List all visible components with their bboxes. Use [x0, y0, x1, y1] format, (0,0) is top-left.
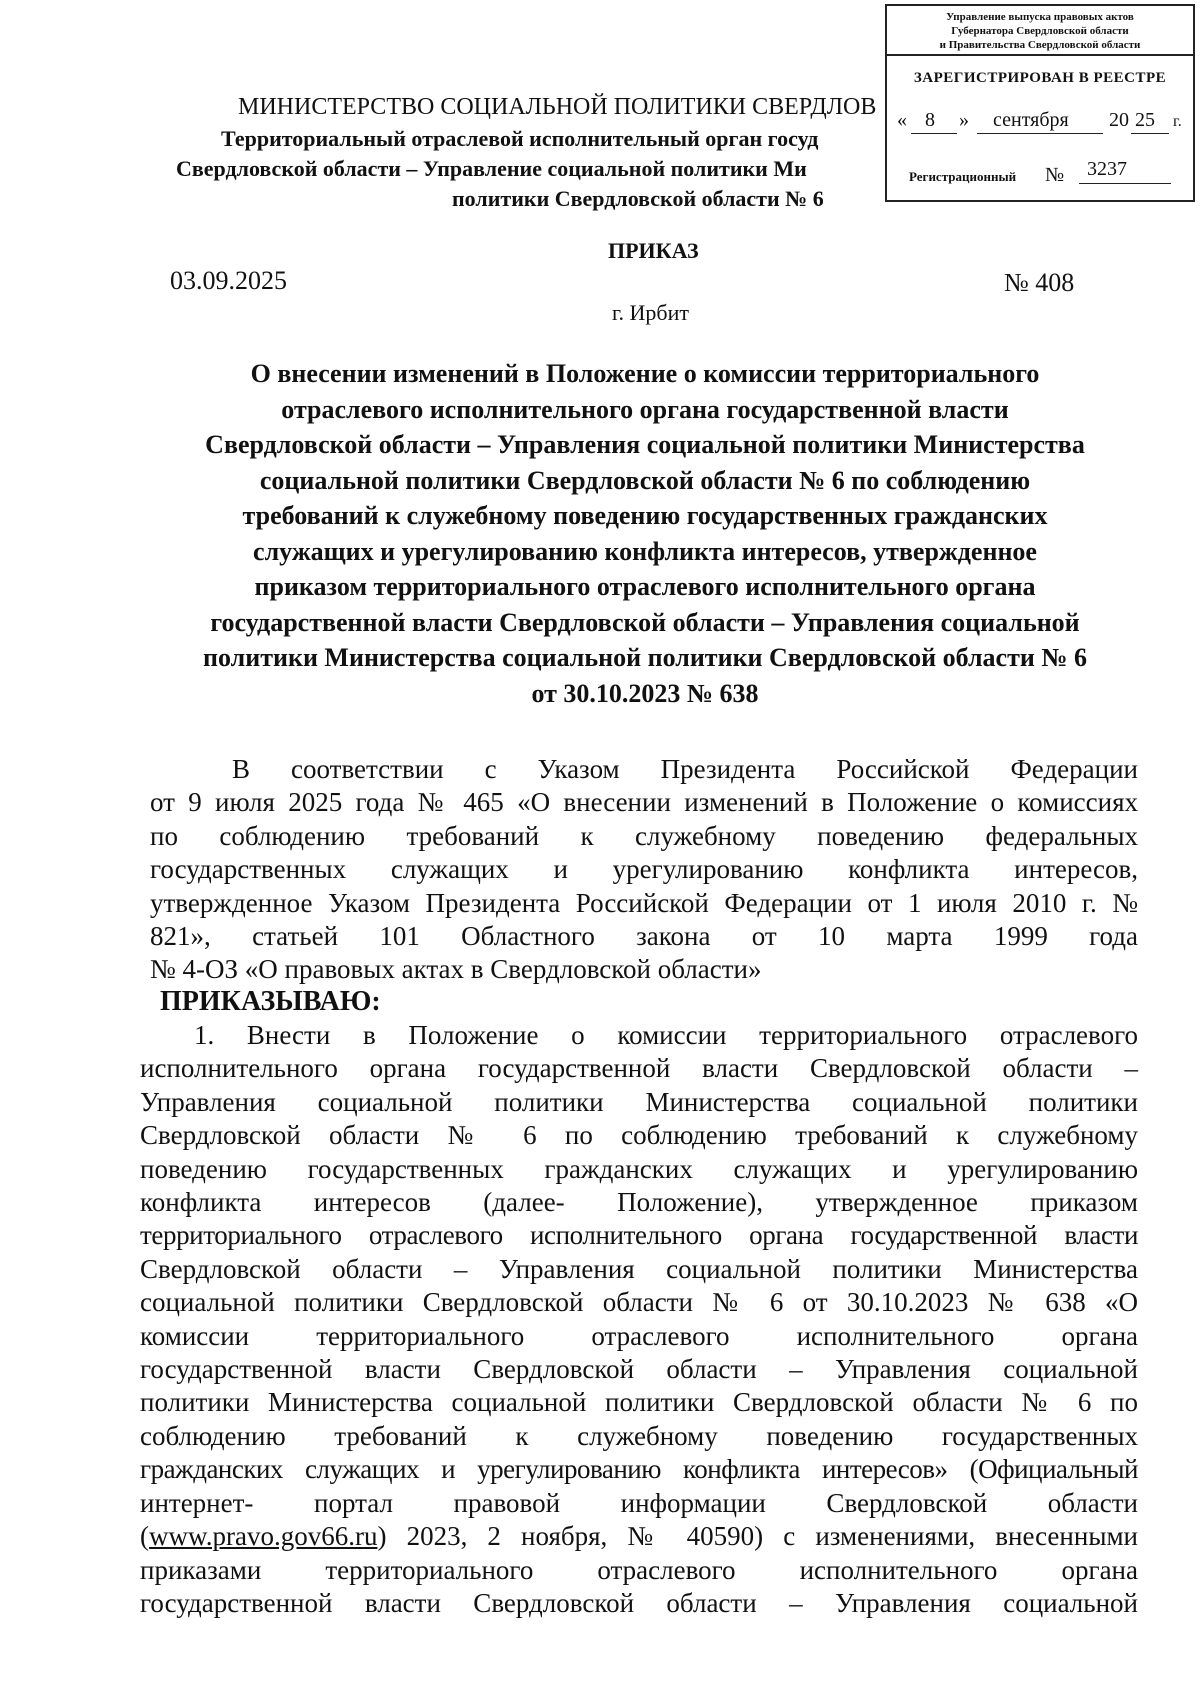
- order-title: ПРИКАЗ: [608, 238, 699, 263]
- subject-line: от 30.10.2023 № 638: [531, 678, 759, 708]
- stamp-reg-number-sign: №: [1045, 164, 1065, 186]
- order-number: № 408: [1004, 268, 1075, 297]
- stamp-header-line: Управление выпуска правовых актов: [946, 11, 1134, 23]
- stamp-year-unit: г.: [1173, 113, 1182, 130]
- org-line-2: Свердловской области – Управление социальной политики Ми: [176, 156, 807, 181]
- order-date: 03.09.2025: [170, 266, 287, 295]
- item-line: Свердловской области № 6 по соблюдению требований к служебному: [140, 1120, 1138, 1151]
- item-line: политики Министерства социальной политики Свердловской области № 6 по: [140, 1387, 1138, 1418]
- order-city: г. Ирбит: [612, 300, 690, 325]
- subject-line: служащих и урегулированию конфликта интересов, утвержденное: [253, 536, 1037, 566]
- item-link-line: [140, 1520, 1138, 1553]
- item-line: интернет- портал правовой информации Свердловской области: [140, 1487, 1138, 1518]
- preamble-line: утвержденное Указом Президента Российской Федерации от 1 июля 2010 г. №: [150, 887, 1138, 918]
- link-paren-open: (: [140, 1521, 149, 1552]
- stamp-reg-number-label: Регистрационный: [909, 169, 1017, 184]
- subject-line: отраслевого исполнительного органа государственной власти: [281, 394, 1009, 424]
- preamble-line: В соответствии с Указом Президента Российской Федерации: [232, 754, 1138, 784]
- item-1-paragraph: [140, 1019, 1138, 1620]
- item-line: поведению государственных гражданских служащих и урегулированию: [140, 1153, 1138, 1184]
- stamp-year-suffix: 25: [1135, 109, 1155, 131]
- pravo-link[interactable]: www.pravo.gov66.ru: [149, 1521, 378, 1552]
- stamp-registered-label: ЗАРЕГИСТРИРОВАН В РЕЕСТРЕ: [913, 70, 1167, 86]
- item-line: комиссии территориального отраслевого исполнительного органа: [140, 1320, 1138, 1351]
- item-line: Свердловской области – Управления социальной политики Министерства: [140, 1253, 1138, 1284]
- ministry-name: МИНИСТЕРСТВО СОЦИАЛЬНОЙ ПОЛИТИКИ СВЕРДЛОВ: [238, 94, 877, 120]
- item-line: территориального отраслевого исполнительного органа государственной власти: [140, 1220, 1138, 1251]
- item-line: Управления социальной политики Министерства социальной политики: [140, 1086, 1138, 1117]
- stamp-quote-open: «: [897, 109, 907, 131]
- subject-line: государственной власти Свердловской области – Управления социальной: [210, 607, 1080, 637]
- item-line: конфликта интересов (далее- Положение), утвержденное приказом: [140, 1187, 1138, 1218]
- subject-line: Свердловской области – Управления социальной политики Министерства: [205, 430, 1085, 459]
- subject-line: О внесении изменений в Положение о комиссии территориального: [250, 359, 1040, 388]
- stamp-quote-close: »: [959, 109, 969, 131]
- registration-stamp: [885, 4, 1195, 202]
- stamp-header: [887, 6, 1193, 56]
- org-line-3: политики Свердловской области № 6: [452, 186, 824, 211]
- subject-line: социальной политики Свердловской области № 6 по соблюдению: [259, 465, 1031, 495]
- subject-line: требований к служебному поведению государственных гражданских: [242, 501, 1048, 530]
- order-directive: ПРИКАЗЫВАЮ:: [160, 986, 381, 1017]
- item-line: 1. Внести в Положение о комиссии территориального отраслевого: [194, 1020, 1138, 1050]
- stamp-date: [897, 109, 1192, 135]
- order-subject: [150, 356, 1140, 711]
- preamble-paragraph: [150, 753, 1138, 987]
- stamp-header-line: и Правительства Свердловской области: [939, 39, 1141, 51]
- item-line: приказами территориального отраслевого исполнительного органа: [140, 1554, 1138, 1585]
- stamp-reg-number: 3237: [1079, 158, 1171, 184]
- stamp-header-line: Губернатора Свердловской области: [951, 25, 1129, 37]
- org-line-1: Территориальный отраслевой исполнительный орган госуд: [221, 126, 819, 151]
- stamp-year-prefix: 20: [1109, 109, 1129, 131]
- preamble-line: 821», статьей 101 Областного закона от 10 марта 1999 года: [150, 921, 1138, 952]
- item-line: государственной власти Свердловской области – Управления социальной: [140, 1354, 1138, 1385]
- subject-line: приказом территориального отраслевого исполнительного органа: [254, 572, 1036, 601]
- preamble-line: от 9 июля 2025 года № 465 «О внесении изменений в Положение о комиссиях: [150, 787, 1138, 818]
- item-line: гражданских служащих и урегулированию конфликта интересов» (Официальный: [140, 1454, 1138, 1485]
- item-line: государственной власти Свердловской области – Управления социальной: [140, 1587, 1138, 1618]
- stamp-month: сентября: [993, 109, 1069, 131]
- preamble-line: № 4-ОЗ «О правовых актах в Свердловской области»: [150, 954, 762, 985]
- item-line: социальной политики Свердловской области № 6 от 30.10.2023 № 638 «О: [140, 1287, 1138, 1318]
- item-line: исполнительного органа государственной власти Свердловской области –: [140, 1053, 1138, 1084]
- stamp-day: 8: [925, 109, 935, 131]
- subject-line: политики Министерства социальной политики Свердловской области № 6: [203, 643, 1087, 672]
- link-line-rest: ) 2023, 2 ноября, № 40590) с изменениями, внесенными: [377, 1521, 1138, 1552]
- preamble-line: государственных служащих и урегулированию конфликта интересов,: [150, 854, 1138, 885]
- item-line: соблюдению требований к служебному поведению государственных: [140, 1420, 1138, 1451]
- preamble-line: по соблюдению требований к служебному поведению федеральных: [150, 820, 1138, 851]
